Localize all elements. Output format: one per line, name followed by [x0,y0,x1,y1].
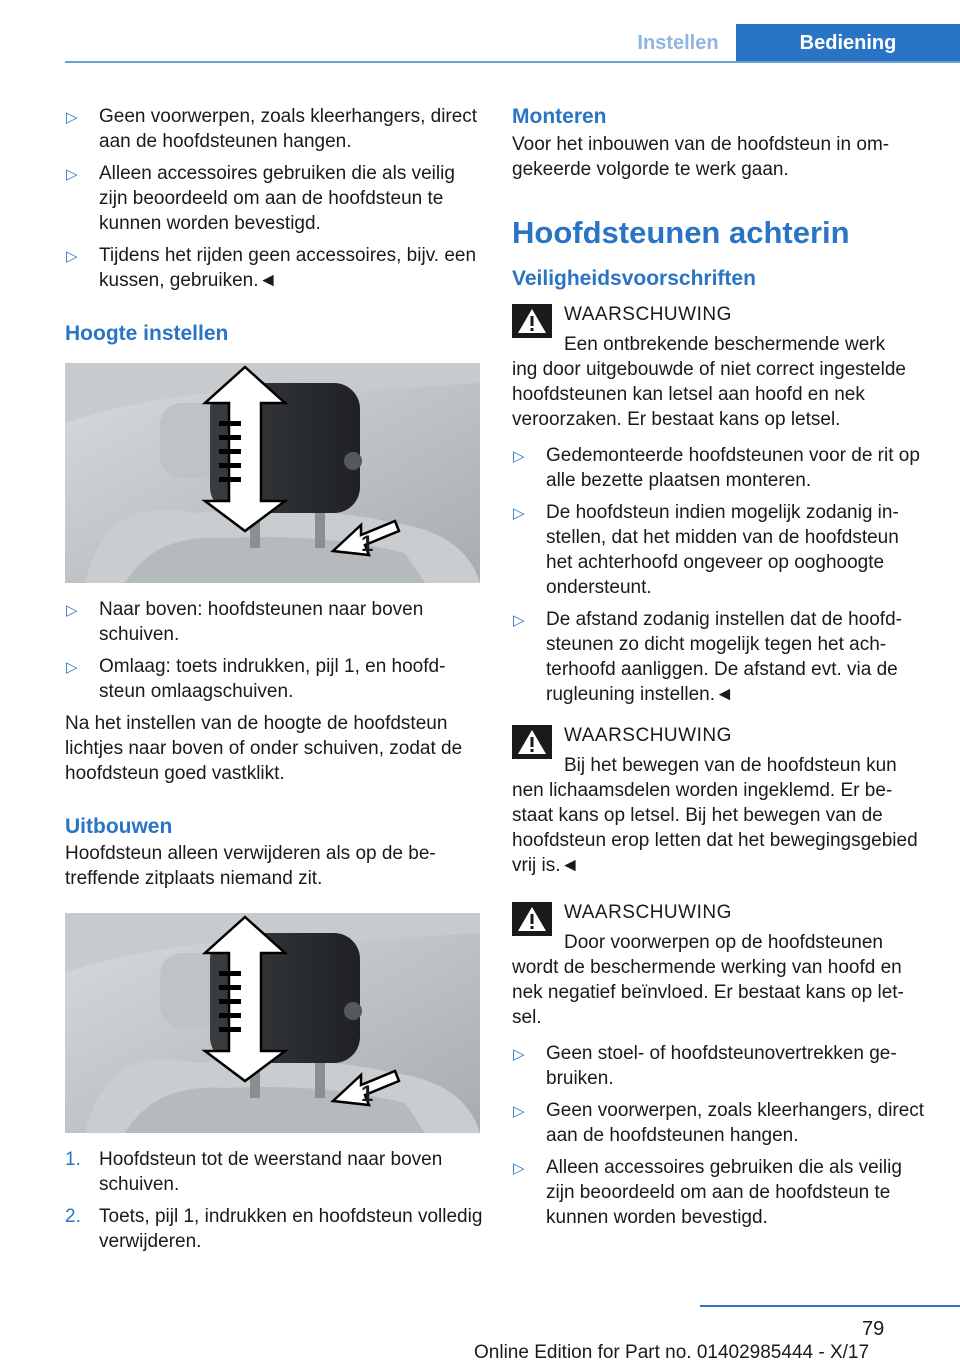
list-item: ▷ Geen voorwerpen, zoals kleerhangers, direct aan de hoofdsteunen hangen. [66,106,478,152]
list-item: 1. Hoofdsteun tot de weerstand naar boven schuiven. [65,1149,443,1195]
tab-instellen[interactable]: Instellen [637,31,719,54]
warning-triangle-icon [512,304,552,338]
warning-block-2 [512,723,926,778]
headrest-illustration [65,913,480,1133]
list-item: ▷ De hoofdsteun indien mogelijk zodanig instellen, dat het midden van de hoofdsteun het achterhoofd ongeveer op ooghoogte ondersteunt. [513,502,899,598]
list-item: ▷ De afstand zodanig instellen dat de hoofdsteunen zo dicht mogelijk tegen het achterhoofd aanliggen. De afstand evt. via de rugleuning instellen.◄ [513,609,902,705]
heading-remove: Uitbouwen [65,815,173,838]
triangle-bullet-icon: ▷ [66,166,78,183]
triangle-bullet-icon: ▷ [66,109,78,126]
headrest-illustration [65,363,480,583]
heading-height: Hoogte instellen [65,322,229,345]
warning-body: ing door uitgebouwde of niet correct ingestelde hoofdsteunen kan letsel aan hoofd en nek veroorzaken. Er bestaat kans op letsel. [512,359,906,430]
tab-bediening[interactable]: Bediening [736,24,960,62]
warning-body: wordt de beschermende werking van hoofd en nek negatief beïnvloed. Er bestaat kans op letsel. [512,957,904,1028]
list-item: 2. Toets, pijl 1, indrukken en hoofdsteun volledig verwijderen. [65,1206,483,1252]
list-item: ▷ Geen stoel- of hoofdsteunovertrekken gebruiken. [513,1043,897,1089]
list-item: ▷ Omlaag: toets indrukken, pijl 1, en hoofdsteun omlaagschuiven. [66,656,446,702]
triangle-bullet-icon: ▷ [513,1160,525,1177]
heading-safety: Veiligheidsvoorschriften [512,267,756,290]
paragraph-remove: Hoofdsteun alleen verwijderen als op de betreffende zitplaats niemand zit. [65,843,436,889]
figure-headrest-remove [65,913,480,1133]
warning-label: WAARSCHUWING [564,304,732,325]
bullet-list-top [65,104,483,293]
triangle-bullet-icon: ▷ [513,612,525,629]
warning-block-3 [512,900,926,955]
bullet-list-warning-3 [512,1041,926,1230]
paragraph-mount: Voor het inbouwen van de hoofdsteun in omgekeerde volgorde te werk gaan. [512,134,890,180]
bullet-list-warning-1 [512,443,926,707]
callout-1: 1 [361,1081,374,1106]
heading-rear-headrests: Hoofdsteunen achterin [512,215,850,250]
list-item: ▷ Alleen accessoires gebruiken die als veilig zijn beoordeeld om aan de hoofdsteun te kunnen worden bevestigd. [66,163,455,234]
warning-triangle-icon [512,725,552,759]
triangle-bullet-icon: ▷ [66,248,78,265]
triangle-bullet-icon: ▷ [66,659,78,676]
warning-block-1 [512,302,926,357]
list-item: ▷ Gedemonteerde hoofdsteunen voor de rit op alle bezette plaatsen monteren. [513,445,920,491]
triangle-bullet-icon: ▷ [513,1103,525,1120]
triangle-bullet-icon: ▷ [66,602,78,619]
warning-body: nen lichaamsdelen worden ingeklemd. Er bestaat kans op letsel. Bij het bewegen van de hoofdsteun erop letten dat het bewegingsgebied vrij is.◄ [512,780,918,876]
footer-rule [700,1305,960,1307]
warning-lead: Een ontbrekende beschermende werk [564,334,886,355]
warning-lead: Door voorwerpen op de hoofdsteunen [564,932,884,953]
list-item: ▷ Naar boven: hoofdsteunen naar boven schuiven. [66,599,424,645]
header-rule [65,61,960,63]
footer-edition: Online Edition for Part no. 01402985444 - X/17 [474,1342,870,1362]
paragraph-height: Na het instellen van de hoogte de hoofdsteun lichtjes naar boven of onder schuiven, zodat de hoofdsteun goed vastklikt. [65,713,463,784]
right-column [512,104,926,1237]
figure-headrest-height [65,363,480,583]
page-number: 79 [862,1318,885,1340]
list-item: ▷ Alleen accessoires gebruiken die als veilig zijn beoordeeld om aan de hoofdsteun te kunnen worden bevestigd. [513,1157,902,1228]
warning-triangle-icon [512,902,552,936]
warning-lead: Bij het bewegen van de hoofdsteun kun [564,755,897,776]
warning-label: WAARSCHUWING [564,725,732,746]
heading-mount: Monteren [512,105,607,128]
steps-list [65,1147,483,1254]
triangle-bullet-icon: ▷ [513,505,525,522]
callout-1: 1 [361,531,374,556]
triangle-bullet-icon: ▷ [513,448,525,465]
left-column [65,104,483,1261]
triangle-bullet-icon: ▷ [513,1046,525,1063]
warning-label: WAARSCHUWING [564,902,732,923]
list-item: ▷ Geen voorwerpen, zoals kleerhangers, direct aan de hoofdsteunen hangen. [513,1100,925,1146]
list-item: ▷ Tijdens het rijden geen accessoires, bijv. een kussen, gebruiken.◄ [66,245,477,291]
bullet-list-height [65,597,483,704]
